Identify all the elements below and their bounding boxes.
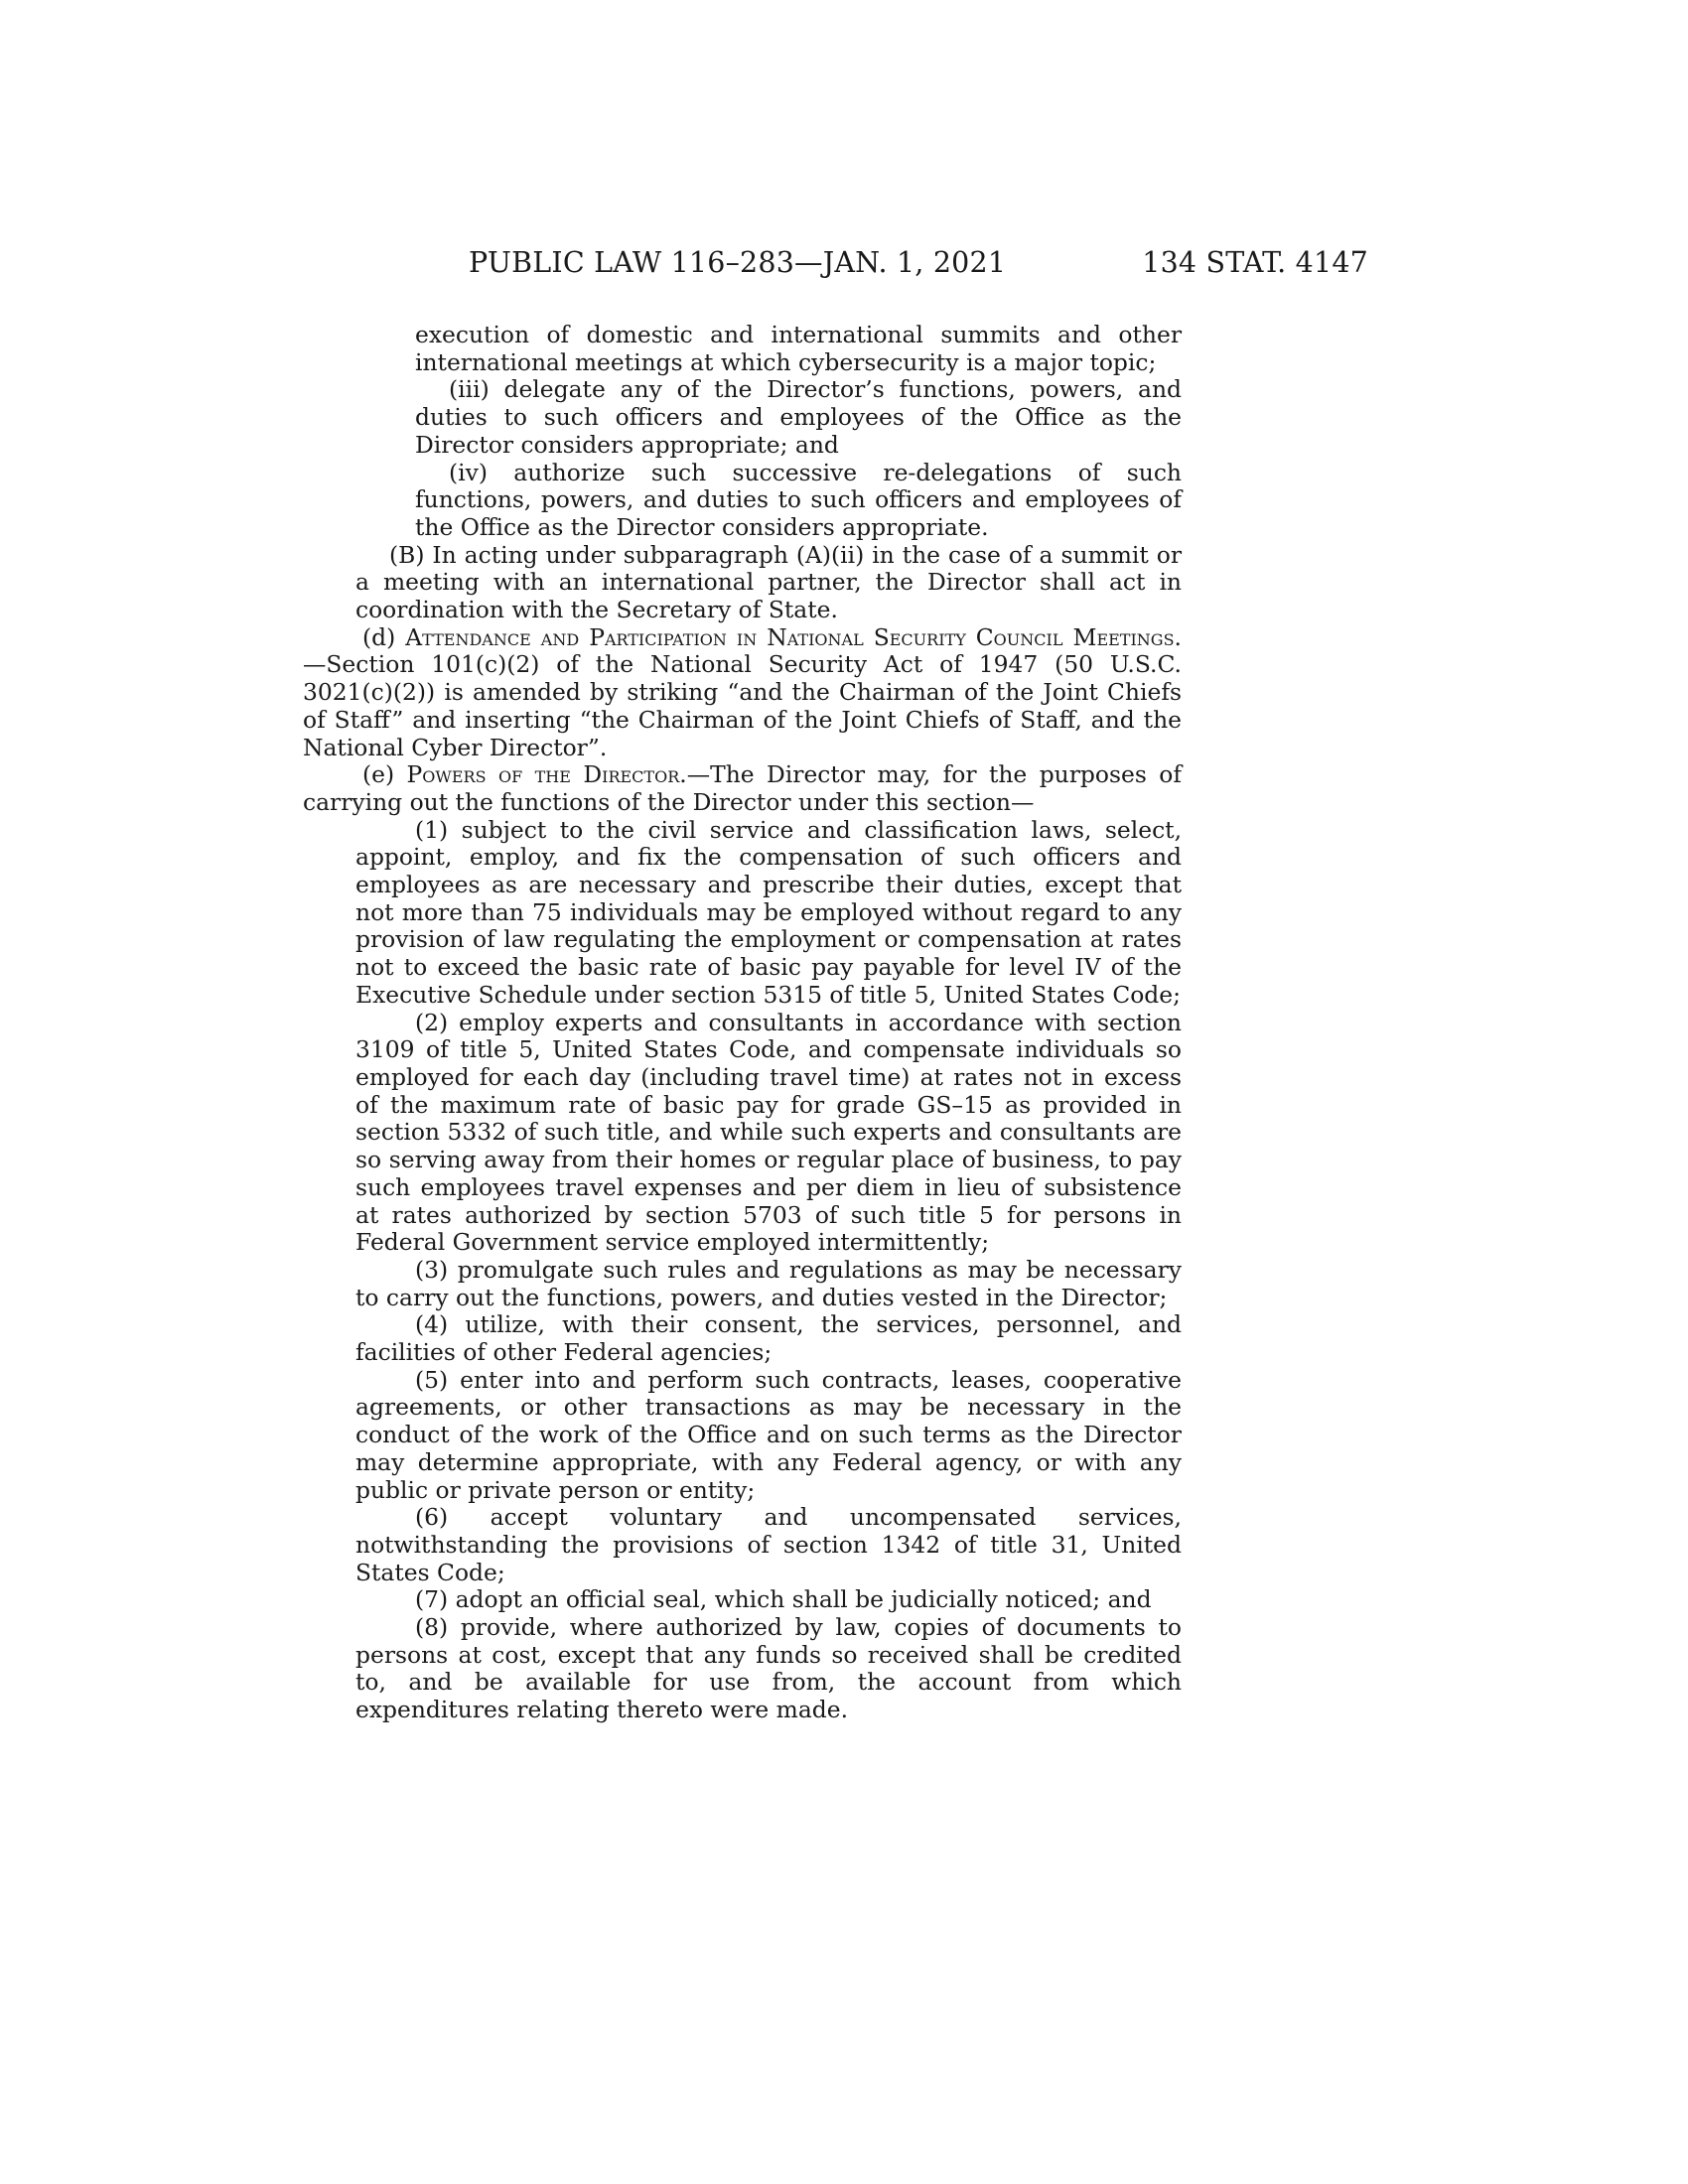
power-item-4: (4) utilize, with their consent, the services, personnel, and facilities of other Federal agencies; — [355, 1310, 1182, 1367]
power-item-7: (7) adopt an official seal, which shall be judicially noticed; and — [415, 1585, 1152, 1614]
subsection-d-heading: Attendance and Participation in National Security Council Meetings. — [405, 622, 1182, 651]
power-item-1: (1) subject to the civil service and classification laws, select, appoint, employ, and fix the compensation of such officers and employees as are necessary and prescribe their duties, except that not more than 75 individuals may be employed without regard to any provision of law regulating the employment or compensation at rates not to exceed the basic rate of basic pay payable for level IV of the Executive Schedule under section 5315 of title 5, United States Code; — [355, 815, 1182, 1009]
subsection-e-prefix: (e) — [362, 760, 407, 789]
power-item-2: (2) employ experts and consultants in accordance with section 3109 of title 5, United States Code, and compensate individuals so employed for each day (including travel time) at rates not in excess of the maximum rate of basic pay for grade GS–15 as provided in section 5332 of such title, and while such experts and consultants are so serving away from their homes or regular place of business, to pay such employees travel expenses and per diem in lieu of subsistence at rates authorized by section 5703 of such title 5 for persons in Federal Government service employed intermittently; — [355, 1008, 1182, 1257]
clause-iv: (iv) authorize such successive re-delegations of such functions, powers, and duties to such officers and employees of the Office as the Director considers appropriate. — [415, 458, 1182, 541]
power-item-5: (5) enter into and perform such contracts, leases, cooperative agreements, or other transactions as may be necessary in the conduct of the work of the Office and on such terms as the Director may determine appropriate, with any Federal agency, or with any public or private person or entity; — [355, 1365, 1182, 1504]
subsection-e — [303, 761, 1182, 816]
clause-iii: (iii) delegate any of the Director’s functions, powers, and duties to such officers and employees of the Office as the Director considers appropriate; and — [415, 375, 1182, 459]
running-header — [469, 246, 1368, 290]
subsection-d — [303, 624, 1182, 762]
subsection-d-text: —Section 101(c)(2) of the National Security Act of 1947 (50 U.S.C. 3021(c)(2)) is amended by striking “and the Chairman of the Joint Chiefs of Staff” and inserting “the Chairman of the Joint Chiefs of Staff, and the National Cyber Director”. — [303, 650, 1182, 761]
power-item-8: (8) provide, where authorized by law, copies of documents to persons at cost, except that any funds so received shall be credited to, and be available for use from, the account from which expenditures relating thereto were made. — [355, 1613, 1182, 1724]
subparagraph-b: (B) In acting under subparagraph (A)(ii) in the case of a summit or a meeting with an international partner, the Director shall act in coordination with the Secretary of State. — [355, 540, 1182, 624]
subsection-d-prefix: (d) — [362, 622, 406, 651]
power-item-6: (6) accept voluntary and uncompensated services, notwithstanding the provisions of section 1342 of title 31, United States Code; — [355, 1503, 1182, 1586]
subsection-e-heading: Powers of the Director. — [406, 760, 687, 789]
statute-page-number: 134 STAT. 4147 — [1142, 246, 1368, 279]
power-item-3: (3) promulgate such rules and regulations as may be necessary to carry out the functions, powers, and duties vested in the Director; — [355, 1255, 1182, 1311]
law-citation: PUBLIC LAW 116–283—JAN. 1, 2021 — [469, 246, 1007, 279]
continuation-paragraph: execution of domestic and international summits and other international meetings at which cybersecurity is a major topic; — [415, 321, 1182, 376]
subsection-e-text: —The Director may, for the purposes of carrying out the functions of the Director under this section— — [303, 760, 1183, 816]
statute-text — [303, 322, 1182, 1724]
